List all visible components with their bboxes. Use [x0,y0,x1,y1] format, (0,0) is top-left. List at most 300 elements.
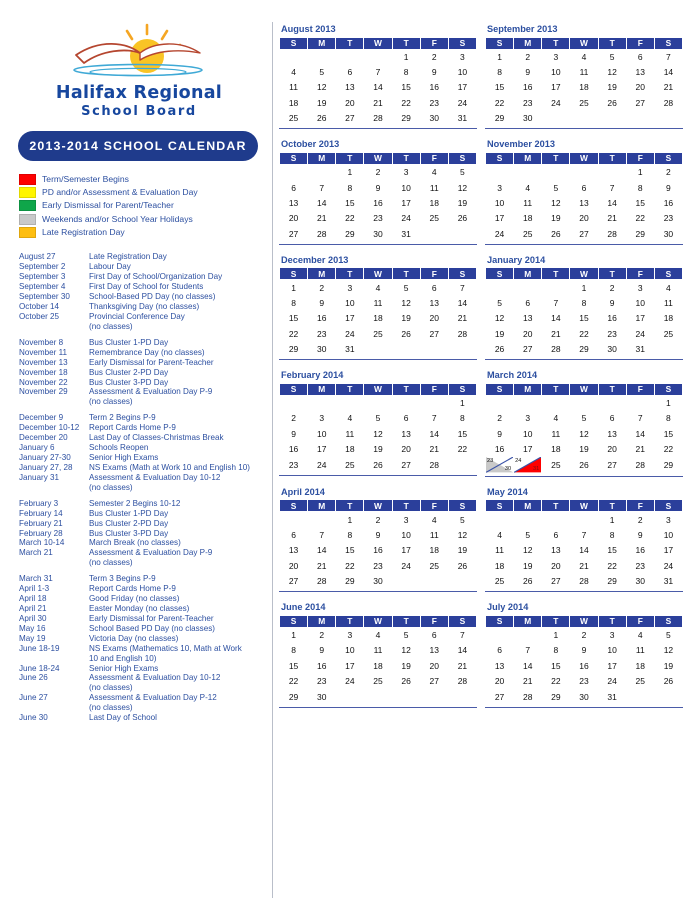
day-cell[interactable]: 28 [570,573,598,588]
day-cell[interactable]: 8 [280,295,308,310]
day-cell[interactable]: 26 [514,573,542,588]
day-cell[interactable]: 11 [364,295,392,310]
day-cell[interactable]: 15 [486,80,514,95]
day-cell[interactable]: 9 [420,64,448,79]
day-cell[interactable]: 12 [448,527,476,542]
day-cell[interactable]: 26 [448,211,476,226]
day-cell[interactable]: 23 [654,211,682,226]
day-cell[interactable]: 26 [392,326,420,341]
day-cell[interactable]: 3 [336,627,364,642]
day-cell[interactable]: 12 [598,64,626,79]
day-cell[interactable]: 23 [514,95,542,110]
day-cell[interactable]: 9 [598,295,626,310]
day-cell[interactable]: 1 [280,627,308,642]
day-cell[interactable]: 19 [392,311,420,326]
day-cell[interactable]: 10 [308,426,336,441]
day-cell[interactable]: 23 [598,326,626,341]
day-cell[interactable]: 27 [486,689,514,704]
day-cell[interactable]: 14 [514,658,542,673]
day-cell[interactable]: 4 [420,512,448,527]
day-cell[interactable]: 15 [598,543,626,558]
day-cell[interactable]: 7 [308,527,336,542]
day-cell[interactable]: 29 [336,573,364,588]
day-cell-split[interactable] [514,457,542,473]
day-cell[interactable]: 5 [364,411,392,426]
day-cell[interactable]: 26 [542,226,570,241]
day-cell[interactable]: 17 [392,195,420,210]
day-cell[interactable]: 7 [626,411,654,426]
day-cell[interactable]: 11 [542,426,570,441]
day-cell[interactable]: 22 [626,211,654,226]
day-cell[interactable]: 9 [626,527,654,542]
day-cell[interactable]: 3 [308,411,336,426]
day-cell[interactable]: 1 [448,395,476,410]
day-cell[interactable]: 29 [392,111,420,126]
day-cell[interactable]: 30 [364,573,392,588]
day-cell[interactable]: 14 [448,643,476,658]
day-cell[interactable]: 4 [542,411,570,426]
day-cell[interactable]: 13 [514,311,542,326]
day-cell[interactable]: 16 [280,442,308,457]
day-cell[interactable]: 20 [542,558,570,573]
day-cell[interactable]: 17 [336,311,364,326]
day-cell[interactable]: 15 [336,543,364,558]
day-cell[interactable]: 18 [570,80,598,95]
day-cell[interactable]: 23 [570,673,598,688]
day-cell[interactable]: 5 [486,295,514,310]
day-cell[interactable]: 20 [280,558,308,573]
day-cell[interactable]: 30 [514,111,542,126]
day-cell[interactable]: 26 [392,673,420,688]
day-cell[interactable]: 13 [280,543,308,558]
day-cell[interactable]: 4 [364,280,392,295]
day-cell[interactable]: 30 [308,341,336,356]
day-cell[interactable]: 14 [570,543,598,558]
day-cell[interactable]: 2 [514,49,542,64]
day-cell[interactable]: 3 [392,512,420,527]
day-cell[interactable]: 11 [364,643,392,658]
day-cell[interactable]: 24 [336,326,364,341]
day-cell[interactable]: 6 [420,280,448,295]
day-cell[interactable]: 5 [654,627,682,642]
day-cell[interactable]: 30 [420,111,448,126]
day-cell[interactable]: 21 [364,95,392,110]
day-cell[interactable]: 2 [308,280,336,295]
day-cell[interactable]: 5 [448,512,476,527]
day-cell[interactable]: 13 [336,80,364,95]
day-cell[interactable]: 19 [542,211,570,226]
day-cell[interactable]: 21 [448,658,476,673]
day-cell[interactable]: 6 [280,180,308,195]
day-cell[interactable]: 4 [486,527,514,542]
day-cell[interactable]: 11 [420,180,448,195]
day-cell[interactable]: 28 [308,226,336,241]
day-cell[interactable]: 26 [486,341,514,356]
day-cell[interactable]: 20 [420,311,448,326]
day-cell[interactable]: 30 [654,226,682,241]
day-cell[interactable]: 8 [448,411,476,426]
day-cell[interactable]: 28 [448,326,476,341]
day-cell[interactable]: 9 [308,295,336,310]
day-cell[interactable]: 31 [598,689,626,704]
day-cell[interactable]: 21 [542,326,570,341]
day-cell[interactable]: 16 [570,658,598,673]
day-cell[interactable]: 20 [598,442,626,457]
day-cell[interactable]: 8 [336,180,364,195]
day-cell[interactable]: 30 [626,573,654,588]
day-cell[interactable]: 1 [598,512,626,527]
day-cell[interactable]: 22 [448,442,476,457]
day-cell[interactable]: 16 [514,80,542,95]
day-cell[interactable]: 4 [364,627,392,642]
day-cell[interactable]: 19 [598,80,626,95]
day-cell[interactable]: 8 [626,180,654,195]
day-cell[interactable]: 24 [598,673,626,688]
day-cell[interactable]: 28 [448,673,476,688]
day-cell[interactable]: 18 [626,658,654,673]
day-cell[interactable]: 22 [280,326,308,341]
day-cell[interactable]: 10 [392,180,420,195]
day-cell[interactable]: 26 [364,457,392,472]
day-cell[interactable]: 25 [364,673,392,688]
day-cell[interactable]: 7 [542,295,570,310]
day-cell[interactable]: 21 [420,442,448,457]
day-cell[interactable]: 6 [392,411,420,426]
day-cell[interactable]: 4 [514,180,542,195]
day-cell[interactable]: 27 [570,226,598,241]
day-cell[interactable]: 31 [654,573,682,588]
day-cell[interactable]: 20 [570,211,598,226]
day-cell[interactable]: 16 [364,543,392,558]
day-cell[interactable]: 7 [420,411,448,426]
day-cell[interactable]: 25 [364,326,392,341]
day-cell-split[interactable] [486,457,514,473]
day-cell[interactable]: 15 [336,195,364,210]
day-cell[interactable]: 30 [598,341,626,356]
day-cell[interactable]: 29 [280,341,308,356]
day-cell[interactable]: 24 [654,558,682,573]
day-cell[interactable]: 15 [392,80,420,95]
day-cell[interactable]: 15 [570,311,598,326]
day-cell[interactable]: 3 [392,164,420,179]
day-cell[interactable]: 19 [570,442,598,457]
day-cell[interactable]: 14 [420,426,448,441]
day-cell[interactable]: 24 [486,226,514,241]
day-cell[interactable]: 29 [280,689,308,704]
day-cell[interactable]: 11 [486,543,514,558]
day-cell[interactable]: 22 [542,673,570,688]
day-cell[interactable]: 13 [392,426,420,441]
day-cell[interactable]: 19 [654,658,682,673]
day-cell[interactable]: 18 [280,95,308,110]
day-cell[interactable]: 12 [448,180,476,195]
day-cell[interactable]: 3 [626,280,654,295]
day-cell[interactable]: 2 [486,411,514,426]
day-cell[interactable]: 8 [654,411,682,426]
day-cell[interactable]: 10 [448,64,476,79]
day-cell[interactable]: 3 [336,280,364,295]
day-cell[interactable]: 31 [448,111,476,126]
day-cell[interactable]: 14 [542,311,570,326]
day-cell[interactable]: 6 [336,64,364,79]
day-cell[interactable]: 29 [570,341,598,356]
day-cell[interactable]: 27 [336,111,364,126]
day-cell[interactable]: 12 [542,195,570,210]
day-cell[interactable]: 21 [448,311,476,326]
day-cell[interactable]: 25 [570,95,598,110]
day-cell[interactable]: 8 [280,643,308,658]
day-cell[interactable]: 13 [626,64,654,79]
day-cell[interactable]: 10 [392,527,420,542]
day-cell[interactable]: 28 [654,95,682,110]
day-cell[interactable]: 13 [280,195,308,210]
day-cell[interactable]: 31 [626,341,654,356]
day-cell[interactable]: 2 [364,164,392,179]
day-cell[interactable]: 4 [626,627,654,642]
day-cell[interactable]: 16 [486,442,514,457]
day-cell[interactable]: 27 [542,573,570,588]
day-cell[interactable]: 27 [420,326,448,341]
day-cell[interactable]: 7 [448,280,476,295]
day-cell[interactable]: 6 [598,411,626,426]
day-cell[interactable]: 5 [570,411,598,426]
day-cell[interactable]: 11 [654,295,682,310]
day-cell[interactable]: 18 [654,311,682,326]
day-cell[interactable]: 2 [570,627,598,642]
day-cell[interactable]: 24 [392,558,420,573]
day-cell[interactable]: 21 [514,673,542,688]
day-cell[interactable]: 14 [308,195,336,210]
day-cell[interactable]: 7 [364,64,392,79]
day-cell[interactable]: 1 [336,512,364,527]
day-cell[interactable]: 3 [598,627,626,642]
day-cell[interactable]: 7 [448,627,476,642]
day-cell[interactable]: 26 [654,673,682,688]
day-cell[interactable]: 5 [392,627,420,642]
day-cell[interactable]: 17 [486,211,514,226]
day-cell[interactable]: 23 [280,457,308,472]
day-cell[interactable]: 5 [542,180,570,195]
day-cell[interactable]: 18 [486,558,514,573]
day-cell[interactable]: 17 [448,80,476,95]
day-cell[interactable]: 6 [626,49,654,64]
day-cell[interactable]: 8 [542,643,570,658]
day-cell[interactable]: 24 [392,211,420,226]
day-cell[interactable]: 2 [626,512,654,527]
day-cell[interactable]: 27 [626,95,654,110]
day-cell[interactable]: 20 [514,326,542,341]
day-cell[interactable]: 19 [392,658,420,673]
day-cell[interactable]: 1 [280,280,308,295]
day-cell[interactable]: 25 [486,573,514,588]
day-cell[interactable]: 30 [308,689,336,704]
day-cell[interactable]: 16 [654,195,682,210]
day-cell[interactable]: 24 [626,326,654,341]
day-cell[interactable]: 17 [598,658,626,673]
day-cell[interactable]: 19 [448,543,476,558]
day-cell[interactable]: 18 [336,442,364,457]
day-cell[interactable]: 23 [308,326,336,341]
day-cell[interactable]: 6 [542,527,570,542]
day-cell[interactable]: 3 [542,49,570,64]
day-cell[interactable]: 22 [486,95,514,110]
day-cell[interactable]: 16 [626,543,654,558]
day-cell[interactable]: 20 [392,442,420,457]
day-cell[interactable]: 14 [626,426,654,441]
day-cell[interactable]: 29 [336,226,364,241]
day-cell[interactable]: 11 [420,527,448,542]
day-cell[interactable]: 19 [486,326,514,341]
day-cell[interactable]: 2 [420,49,448,64]
day-cell[interactable]: 20 [420,658,448,673]
day-cell[interactable]: 2 [598,280,626,295]
day-cell[interactable]: 22 [336,558,364,573]
day-cell[interactable]: 28 [626,457,654,473]
day-cell[interactable]: 18 [364,311,392,326]
day-cell[interactable]: 7 [514,643,542,658]
day-cell[interactable]: 12 [486,311,514,326]
day-cell[interactable]: 13 [598,426,626,441]
day-cell[interactable]: 14 [364,80,392,95]
day-cell[interactable]: 20 [336,95,364,110]
day-cell[interactable]: 19 [364,442,392,457]
day-cell[interactable]: 13 [420,643,448,658]
day-cell[interactable]: 14 [598,195,626,210]
day-cell[interactable]: 12 [392,295,420,310]
day-cell[interactable]: 10 [486,195,514,210]
day-cell[interactable]: 17 [308,442,336,457]
day-cell[interactable]: 28 [542,341,570,356]
day-cell[interactable]: 12 [308,80,336,95]
day-cell[interactable]: 19 [448,195,476,210]
day-cell[interactable]: 5 [514,527,542,542]
day-cell[interactable]: 3 [654,512,682,527]
day-cell[interactable]: 14 [448,295,476,310]
day-cell[interactable]: 18 [420,543,448,558]
day-cell[interactable]: 21 [570,558,598,573]
day-cell[interactable]: 23 [364,558,392,573]
day-cell[interactable]: 9 [654,180,682,195]
day-cell[interactable]: 12 [392,643,420,658]
day-cell[interactable]: 3 [448,49,476,64]
day-cell[interactable]: 8 [598,527,626,542]
day-cell[interactable]: 18 [542,442,570,457]
day-cell[interactable]: 13 [486,658,514,673]
day-cell[interactable]: 24 [308,457,336,472]
day-cell[interactable]: 15 [280,311,308,326]
day-cell[interactable]: 6 [280,527,308,542]
day-cell[interactable]: 17 [392,543,420,558]
day-cell[interactable]: 8 [336,527,364,542]
day-cell[interactable]: 11 [514,195,542,210]
day-cell[interactable]: 20 [280,211,308,226]
day-cell[interactable]: 23 [364,211,392,226]
day-cell[interactable]: 14 [654,64,682,79]
day-cell[interactable]: 16 [598,311,626,326]
day-cell[interactable]: 10 [336,643,364,658]
day-cell[interactable]: 27 [280,573,308,588]
day-cell[interactable]: 29 [486,111,514,126]
day-cell[interactable]: 29 [654,457,682,473]
day-cell[interactable]: 9 [486,426,514,441]
day-cell[interactable]: 18 [364,658,392,673]
day-cell[interactable]: 12 [364,426,392,441]
day-cell[interactable]: 17 [336,658,364,673]
day-cell[interactable]: 7 [308,180,336,195]
day-cell[interactable]: 27 [514,341,542,356]
day-cell[interactable]: 23 [308,673,336,688]
day-cell[interactable]: 25 [280,111,308,126]
day-cell[interactable]: 18 [420,195,448,210]
day-cell[interactable]: 12 [570,426,598,441]
day-cell[interactable]: 11 [626,643,654,658]
day-cell[interactable]: 26 [448,558,476,573]
day-cell[interactable]: 25 [336,457,364,472]
day-cell[interactable]: 6 [570,180,598,195]
day-cell[interactable]: 10 [542,64,570,79]
day-cell[interactable]: 15 [626,195,654,210]
day-cell[interactable]: 3 [486,180,514,195]
day-cell[interactable]: 10 [626,295,654,310]
day-cell[interactable]: 1 [654,395,682,410]
day-cell[interactable]: 31 [336,341,364,356]
day-cell[interactable]: 21 [308,211,336,226]
day-cell[interactable]: 15 [280,658,308,673]
day-cell[interactable]: 30 [570,689,598,704]
day-cell[interactable]: 22 [280,673,308,688]
day-cell[interactable]: 17 [654,543,682,558]
day-cell[interactable]: 5 [448,164,476,179]
day-cell[interactable]: 15 [654,426,682,441]
day-cell[interactable]: 28 [514,689,542,704]
day-cell[interactable]: 26 [570,457,598,473]
day-cell[interactable]: 11 [280,80,308,95]
day-cell[interactable]: 10 [336,295,364,310]
day-cell[interactable]: 6 [486,643,514,658]
day-cell[interactable]: 9 [570,643,598,658]
day-cell[interactable]: 6 [514,295,542,310]
day-cell[interactable]: 1 [570,280,598,295]
day-cell[interactable]: 7 [654,49,682,64]
day-cell[interactable]: 2 [364,512,392,527]
day-cell[interactable]: 11 [336,426,364,441]
day-cell[interactable]: 2 [308,627,336,642]
day-cell[interactable]: 25 [420,211,448,226]
day-cell[interactable]: 14 [308,543,336,558]
day-cell[interactable]: 22 [654,442,682,457]
day-cell[interactable]: 7 [598,180,626,195]
day-cell[interactable]: 2 [280,411,308,426]
day-cell[interactable]: 30 [364,226,392,241]
day-cell[interactable]: 1 [486,49,514,64]
day-cell[interactable]: 9 [514,64,542,79]
day-cell[interactable]: 9 [364,180,392,195]
day-cell[interactable]: 29 [598,573,626,588]
day-cell[interactable]: 28 [420,457,448,472]
day-cell[interactable]: 29 [542,689,570,704]
day-cell[interactable]: 4 [280,64,308,79]
day-cell[interactable]: 1 [626,164,654,179]
day-cell[interactable]: 2 [654,164,682,179]
day-cell[interactable]: 26 [598,95,626,110]
day-cell[interactable]: 16 [420,80,448,95]
day-cell[interactable]: 22 [392,95,420,110]
day-cell[interactable]: 16 [308,658,336,673]
day-cell[interactable]: 9 [364,527,392,542]
day-cell[interactable]: 9 [280,426,308,441]
day-cell[interactable]: 22 [336,211,364,226]
day-cell[interactable]: 8 [486,64,514,79]
